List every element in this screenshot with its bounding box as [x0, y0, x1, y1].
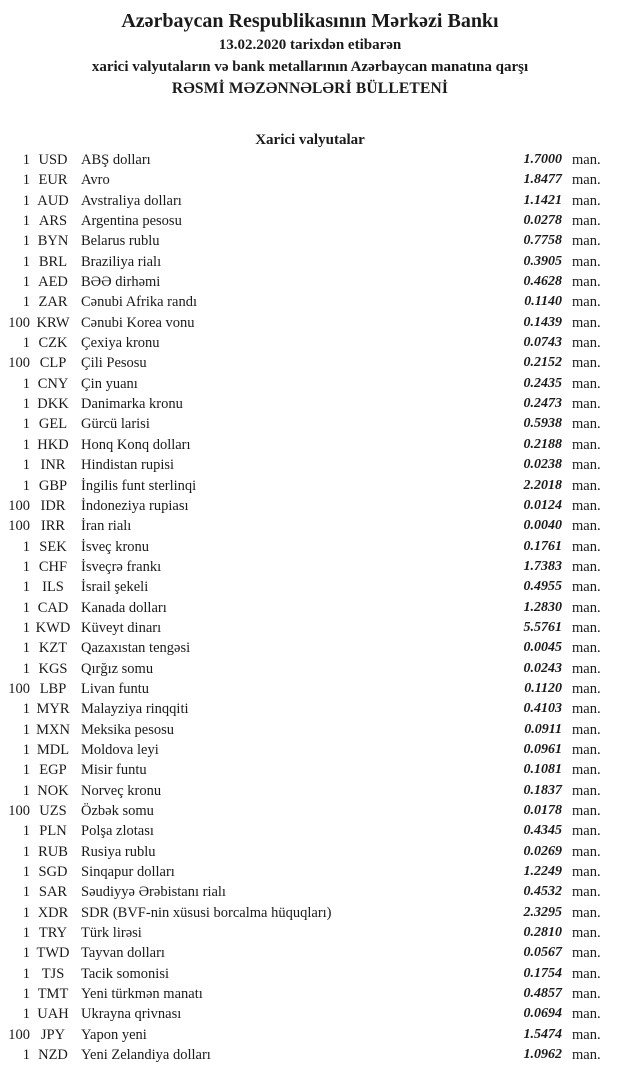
rate-value: 0.7758 [523, 233, 562, 249]
currency-code: BYN [37, 233, 69, 250]
rate-quantity: 1 [22, 762, 30, 779]
rate-quantity: 1 [22, 538, 30, 555]
currency-code: ILS [42, 579, 64, 596]
rate-row [0, 394, 620, 414]
rate-value: 0.1081 [523, 762, 562, 778]
unit-label: man. [572, 619, 601, 636]
rate-value: 0.0961 [523, 741, 562, 757]
rate-row [0, 781, 620, 801]
currency-name: Yapon yeni [81, 1026, 147, 1043]
rate-value: 1.1421 [523, 192, 562, 208]
rate-value: 0.1439 [523, 314, 562, 330]
currency-code: KWD [35, 619, 71, 636]
rate-value: 0.2435 [523, 375, 562, 391]
currency-code: GEL [38, 416, 68, 433]
currency-code: IRR [40, 518, 66, 535]
currency-name: Çili Pesosu [81, 355, 147, 372]
rate-value: 0.1754 [523, 965, 562, 981]
currency-name: BƏƏ dirhəmi [81, 274, 161, 291]
currency-name: Çin yuanı [81, 375, 138, 392]
rate-value: 0.0045 [523, 640, 562, 656]
currency-name: Danimarka kronu [81, 396, 183, 413]
rate-row [0, 333, 620, 353]
currency-code: CAD [37, 599, 69, 616]
rate-quantity: 1 [22, 579, 30, 596]
bulletin-header [0, 0, 620, 100]
rate-value: 1.8477 [523, 172, 562, 188]
currency-code: KRW [36, 314, 70, 331]
currency-name: Çexiya kronu [81, 335, 160, 352]
unit-label: man. [572, 436, 601, 453]
currency-code: JPY [40, 1026, 66, 1043]
currency-name: Kanada dolları [81, 599, 167, 616]
rate-value: 0.1140 [524, 294, 562, 310]
rate-quantity: 100 [8, 803, 30, 819]
rate-value: 0.4103 [523, 701, 562, 717]
currency-code: GBP [38, 477, 68, 494]
rate-row [0, 252, 620, 272]
rate-row [0, 1025, 620, 1045]
rate-value: 0.2152 [523, 355, 562, 371]
currency-name: Livan funtu [81, 680, 150, 697]
currency-code: ARS [38, 213, 68, 230]
rate-quantity: 1 [22, 782, 30, 799]
rate-value: 1.7000 [523, 152, 562, 167]
currency-name: Braziliya rialı [81, 253, 162, 270]
currency-code: TWD [36, 945, 70, 962]
currency-code: BRL [38, 253, 68, 270]
currency-name: Türk lirəsi [81, 925, 142, 942]
rate-row [0, 862, 620, 882]
rate-value: 0.0694 [523, 1006, 562, 1022]
currency-code: SEK [39, 538, 67, 555]
effective-date-line: 13.02.2020 tarixdən etibarən [218, 37, 402, 53]
unit-label: man. [572, 457, 601, 474]
rate-row [0, 598, 620, 618]
rate-row [0, 170, 620, 190]
rate-quantity: 1 [22, 253, 30, 270]
rate-row [0, 292, 620, 312]
section-title-foreign-currencies: Xarici valyutalar [255, 132, 365, 148]
rate-value: 0.2473 [523, 396, 562, 412]
unit-label: man. [572, 945, 601, 962]
rate-row [0, 557, 620, 577]
currency-code: KGS [38, 660, 68, 677]
rate-row [0, 577, 620, 597]
rate-row [0, 882, 620, 902]
currency-name: Qazaxıstan tengəsi [81, 640, 191, 657]
rate-value: 1.2249 [523, 864, 562, 880]
currency-code: TRY [38, 925, 68, 942]
rate-row [0, 659, 620, 679]
unit-label: man. [572, 904, 601, 921]
unit-label: man. [572, 233, 601, 250]
rate-quantity: 1 [22, 599, 30, 616]
rate-row [0, 638, 620, 658]
rate-row [0, 476, 620, 496]
rate-value: 2.2018 [523, 477, 562, 493]
unit-label: man. [572, 640, 601, 657]
rate-quantity: 1 [22, 864, 30, 881]
unit-label: man. [572, 782, 601, 799]
unit-label: man. [572, 986, 601, 1003]
bank-name-title: Azərbaycan Respublikasının Mərkəzi Bankı [121, 10, 499, 32]
rate-value: 1.0962 [523, 1047, 562, 1063]
rate-row [0, 435, 620, 455]
currency-name: SDR (BVF-nin xüsusi borcalma hüquqları) [81, 904, 332, 921]
unit-label: man. [572, 314, 601, 331]
currency-code: SGD [38, 864, 68, 881]
currency-name: Rusiya rublu [81, 843, 156, 860]
currency-name: Ukrayna qrivnası [81, 1006, 182, 1023]
rate-value: 1.7383 [523, 558, 562, 574]
unit-label: man. [572, 599, 601, 616]
rate-value: 0.0567 [523, 945, 562, 961]
rate-quantity: 1 [22, 477, 30, 494]
unit-label: man. [572, 477, 601, 494]
rate-quantity: 100 [8, 518, 30, 535]
unit-label: man. [572, 416, 601, 433]
rate-quantity: 100 [8, 497, 30, 514]
rate-value: 0.0743 [523, 335, 562, 351]
rate-value: 0.4955 [523, 579, 562, 595]
rate-quantity: 1 [22, 721, 30, 738]
unit-label: man. [572, 843, 601, 860]
currency-name: Argentina pesosu [81, 213, 182, 230]
rate-row [0, 496, 620, 516]
unit-label: man. [572, 294, 601, 311]
rate-row [0, 984, 620, 1004]
unit-label: man. [572, 497, 601, 514]
currency-name: Sinqapur dolları [81, 864, 175, 881]
unit-label: man. [572, 660, 601, 677]
rate-quantity: 1 [22, 233, 30, 250]
rate-value: 0.4345 [523, 823, 562, 839]
rate-row [0, 699, 620, 719]
rate-row [0, 231, 620, 251]
rate-row [0, 211, 620, 231]
rate-value: 0.4857 [523, 986, 562, 1002]
unit-label: man. [572, 741, 601, 758]
currency-name: İsveçrə frankı [81, 558, 162, 575]
rate-value: 0.0178 [523, 803, 562, 818]
rate-row [0, 679, 620, 699]
rate-row [0, 618, 620, 638]
rate-value: 0.0911 [524, 721, 562, 737]
rate-quantity: 1 [22, 925, 30, 942]
unit-label: man. [572, 1026, 601, 1043]
rate-row [0, 903, 620, 923]
rate-quantity: 1 [22, 152, 30, 168]
rate-quantity: 1 [22, 436, 30, 453]
currency-name: İndoneziya rupiası [81, 497, 189, 514]
currency-code: CNY [37, 375, 69, 392]
currency-code: UZS [39, 803, 67, 819]
currency-name: Malayziya rinqqiti [81, 701, 189, 718]
currency-name: İsveç kronu [81, 538, 150, 555]
rate-row [0, 720, 620, 740]
unit-label: man. [572, 396, 601, 413]
subtitle-line: xarici valyutaların və bank metallarının Azərbaycan manatına qarşı [91, 59, 529, 75]
currency-name: Hindistan rupisi [81, 457, 175, 474]
unit-label: man. [572, 538, 601, 555]
currency-code: INR [40, 457, 66, 474]
rate-quantity: 1 [22, 172, 30, 189]
rate-row [0, 964, 620, 984]
unit-label: man. [572, 701, 601, 718]
unit-label: man. [572, 762, 601, 779]
rate-row [0, 455, 620, 475]
rate-quantity: 1 [22, 213, 30, 230]
unit-label: man. [572, 213, 601, 230]
currency-name: Moldova leyi [81, 741, 159, 758]
rate-row [0, 516, 620, 536]
rate-quantity: 1 [22, 274, 30, 291]
rate-row [0, 353, 620, 373]
currency-name: Özbək somu [81, 803, 154, 819]
currency-name: Qırğız somu [81, 660, 154, 677]
exchange-rates-table [0, 150, 620, 1065]
rate-value: 0.4628 [523, 274, 562, 290]
unit-label: man. [572, 884, 601, 901]
rate-quantity: 1 [22, 619, 30, 636]
rate-row [0, 374, 620, 394]
rate-row [0, 414, 620, 434]
unit-label: man. [572, 152, 601, 168]
currency-name: Cənubi Afrika randı [81, 294, 197, 311]
currency-code: TJS [41, 965, 65, 982]
currency-name: Yeni türkmən manatı [81, 986, 203, 1003]
currency-name: Səudiyyə Ərəbistanı rialı [81, 884, 226, 901]
currency-code: ZAR [38, 294, 68, 311]
rate-value: 0.1837 [523, 782, 562, 798]
currency-name: Misir funtu [81, 762, 147, 779]
rate-value: 0.4532 [523, 884, 562, 900]
currency-name: Avro [81, 172, 110, 189]
rate-row [0, 740, 620, 760]
rate-row [0, 842, 620, 862]
rate-value: 0.5938 [523, 416, 562, 432]
unit-label: man. [572, 335, 601, 352]
rate-quantity: 1 [22, 884, 30, 901]
currency-code: IDR [40, 497, 66, 514]
unit-label: man. [572, 721, 601, 738]
unit-label: man. [572, 1006, 601, 1023]
currency-name: Meksika pesosu [81, 721, 175, 738]
currency-name: Yeni Zelandiya dolları [81, 1047, 211, 1064]
unit-label: man. [572, 518, 601, 535]
rate-row [0, 943, 620, 963]
currency-code: TMT [37, 986, 69, 1003]
rate-quantity: 1 [22, 640, 30, 657]
currency-name: Küveyt dinarı [81, 619, 162, 636]
currency-name: Tacik somonisi [81, 965, 169, 982]
currency-code: RUB [38, 843, 68, 860]
currency-name: ABŞ dolları [81, 152, 151, 168]
currency-code: KZT [38, 640, 68, 657]
currency-name: İsrail şekeli [81, 579, 149, 596]
rate-quantity: 1 [22, 1006, 30, 1023]
rate-value: 0.0278 [523, 213, 562, 229]
unit-label: man. [572, 253, 601, 270]
rate-quantity: 100 [8, 355, 30, 372]
rate-quantity: 1 [22, 741, 30, 758]
unit-label: man. [572, 579, 601, 596]
rate-value: 0.1120 [524, 680, 562, 696]
unit-label: man. [572, 803, 601, 819]
currency-code: CHF [38, 558, 68, 575]
currency-name: Cənubi Korea vonu [81, 314, 195, 331]
rate-row [0, 821, 620, 841]
currency-code: MYR [36, 701, 70, 718]
rate-row [0, 801, 620, 821]
currency-code: CZK [38, 335, 68, 352]
unit-label: man. [572, 680, 601, 697]
unit-label: man. [572, 823, 601, 840]
unit-label: man. [572, 172, 601, 189]
currency-code: HKD [37, 436, 69, 453]
rate-value: 0.2188 [523, 436, 562, 452]
currency-name: Gürcü larisi [81, 416, 150, 433]
rate-value: 2.3295 [523, 904, 562, 920]
rate-quantity: 1 [22, 457, 30, 474]
currency-code: NOK [37, 782, 69, 799]
rate-quantity: 1 [22, 843, 30, 860]
unit-label: man. [572, 965, 601, 982]
rate-quantity: 1 [22, 1047, 30, 1064]
rate-quantity: 1 [22, 396, 30, 413]
rate-quantity: 1 [22, 660, 30, 677]
unit-label: man. [572, 1047, 601, 1064]
unit-label: man. [572, 192, 601, 209]
rate-quantity: 1 [22, 823, 30, 840]
currency-code: NZD [38, 1047, 68, 1064]
currency-code: EGP [39, 762, 67, 779]
rate-quantity: 1 [22, 945, 30, 962]
rate-row [0, 150, 620, 170]
currency-name: Tayvan dolları [81, 945, 165, 962]
rate-value: 0.1761 [523, 538, 562, 554]
unit-label: man. [572, 355, 601, 372]
rate-quantity: 1 [22, 965, 30, 982]
rate-value: 0.0124 [523, 497, 562, 513]
rate-quantity: 1 [22, 558, 30, 575]
rate-quantity: 1 [22, 294, 30, 311]
currency-code: LBP [39, 680, 67, 697]
rate-value: 0.3905 [523, 253, 562, 269]
rate-quantity: 100 [8, 1026, 30, 1043]
rate-value: 0.0243 [523, 660, 562, 676]
rate-quantity: 100 [8, 314, 30, 331]
rate-quantity: 1 [22, 904, 30, 921]
unit-label: man. [572, 864, 601, 881]
rate-row [0, 313, 620, 333]
currency-code: AUD [37, 192, 69, 209]
rate-row [0, 923, 620, 943]
currency-name: İran rialı [81, 518, 132, 535]
currency-code: EUR [38, 172, 68, 189]
rate-quantity: 1 [22, 701, 30, 718]
currency-code: SAR [38, 884, 68, 901]
currency-code: MDL [36, 741, 70, 758]
currency-code: CLP [39, 355, 67, 372]
currency-code: UAH [37, 1006, 69, 1023]
currency-name: Avstraliya dolları [81, 192, 182, 209]
rate-value: 0.0269 [523, 843, 562, 859]
currency-code: DKK [37, 396, 69, 413]
currency-code: AED [38, 274, 68, 291]
rate-row [0, 1004, 620, 1024]
rate-quantity: 1 [22, 192, 30, 209]
rate-quantity: 100 [8, 680, 30, 697]
currency-code: XDR [37, 904, 69, 921]
rate-value: 0.2810 [523, 925, 562, 941]
currency-code: PLN [39, 823, 67, 840]
rate-row [0, 537, 620, 557]
currency-name: Polşa zlotası [81, 823, 154, 840]
unit-label: man. [572, 925, 601, 942]
rate-quantity: 1 [22, 375, 30, 392]
rate-quantity: 1 [22, 986, 30, 1003]
rate-row [0, 191, 620, 211]
currency-name: Honq Konq dolları [81, 436, 191, 453]
rate-quantity: 1 [22, 335, 30, 352]
rate-value: 1.5474 [523, 1026, 562, 1042]
rate-row [0, 272, 620, 292]
currency-code: MXN [36, 721, 70, 738]
currency-name: Belarus rublu [81, 233, 160, 250]
rate-value: 0.0040 [523, 518, 562, 534]
rate-value: 5.5761 [523, 619, 562, 635]
currency-name: Norveç kronu [81, 782, 162, 799]
rate-quantity: 1 [22, 416, 30, 433]
currency-code: USD [38, 152, 68, 168]
bulletin-title: RƏSMİ MƏZƏNNƏLƏRİ BÜLLETENİ [171, 80, 449, 97]
rate-value: 0.0238 [523, 457, 562, 473]
currency-name: İngilis funt sterlinqi [81, 477, 197, 494]
unit-label: man. [572, 558, 601, 575]
unit-label: man. [572, 375, 601, 392]
rate-value: 1.2830 [523, 599, 562, 615]
unit-label: man. [572, 274, 601, 291]
rate-row [0, 1045, 620, 1065]
rate-row [0, 760, 620, 780]
